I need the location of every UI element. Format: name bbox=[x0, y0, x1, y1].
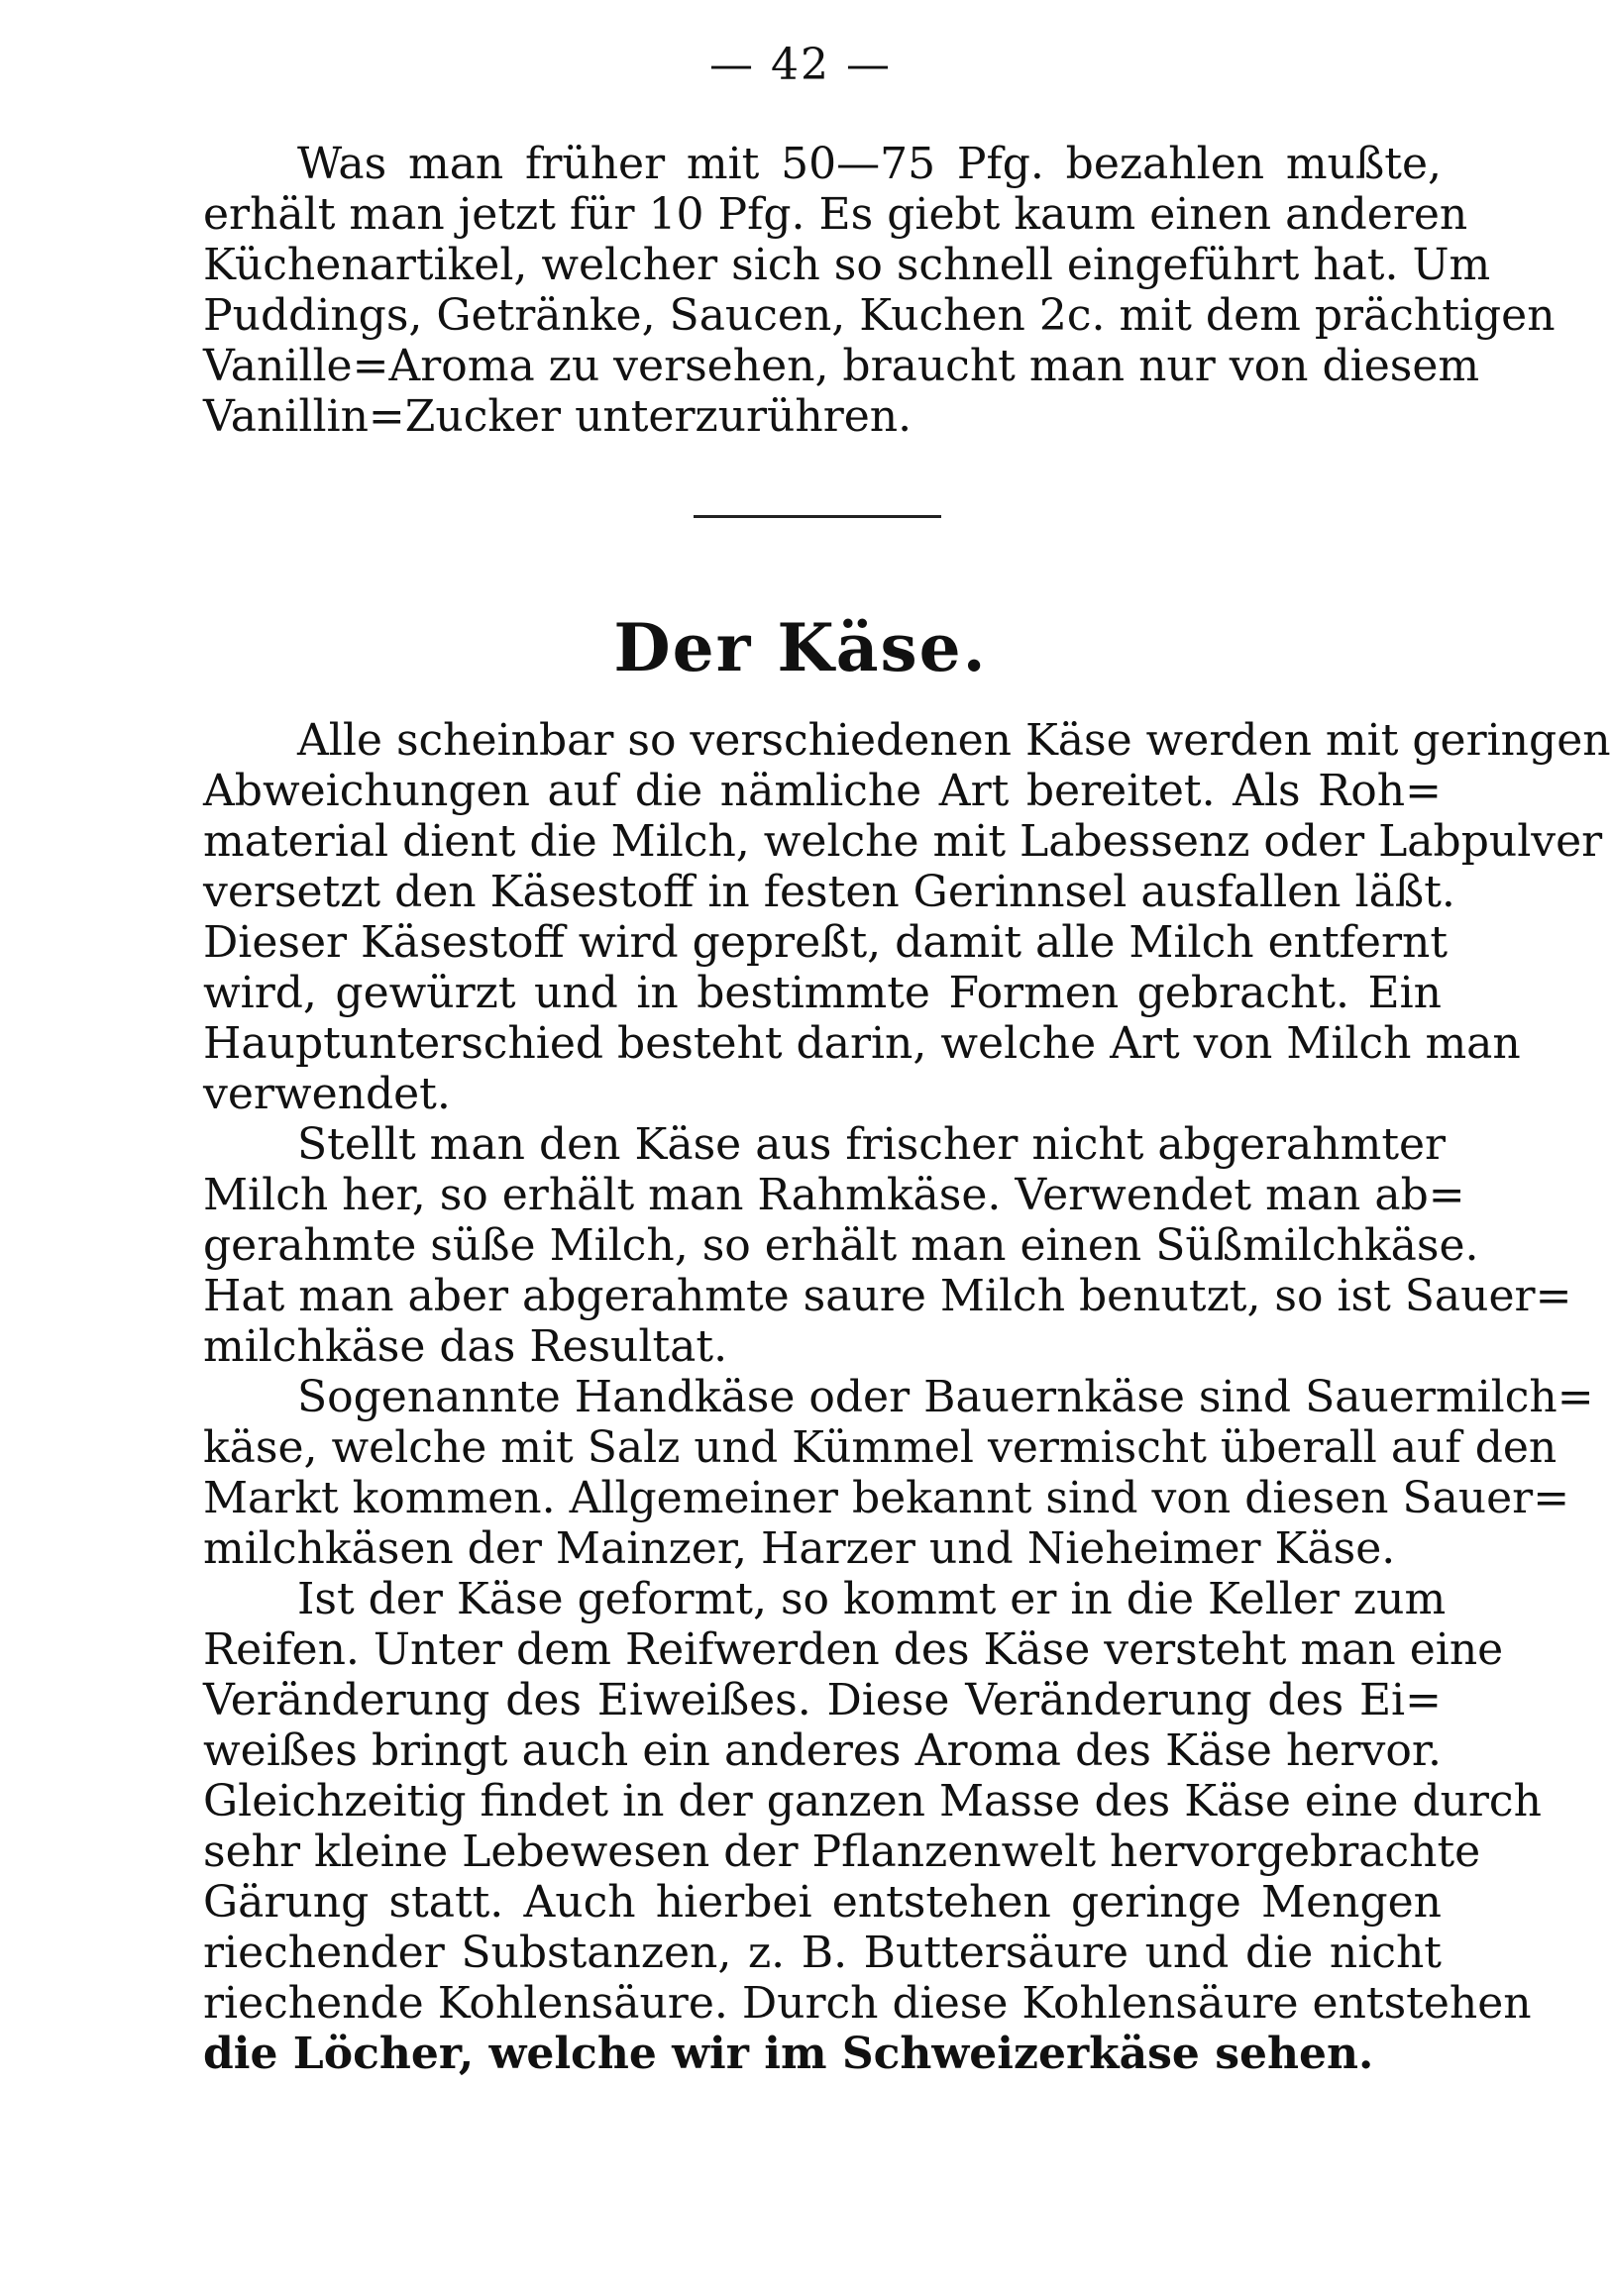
text-line: Was man früher mit 50—75 Pfg. bezahlen mußte, bbox=[297, 139, 1442, 189]
text-line: verwendet. bbox=[203, 1069, 451, 1119]
text-line: Sogenannte Handkäse oder Bauernkäse sind Sauermilch= bbox=[297, 1372, 1594, 1422]
text-line: erhält man jetzt für 10 Pfg. Es giebt kaum einen anderen bbox=[203, 189, 1468, 240]
text-line: milchkäse das Resultat. bbox=[203, 1321, 728, 1372]
section-divider bbox=[694, 515, 941, 518]
text-line: Abweichungen auf die nämliche Art bereitet. Als Roh= bbox=[203, 766, 1442, 816]
page-number: — 42 — bbox=[709, 40, 892, 90]
text-line: Vanillin=Zucker unterzurühren. bbox=[203, 391, 913, 442]
text-line: wird, gewürzt und in bestimmte Formen gebracht. Ein bbox=[203, 968, 1442, 1018]
text-line: versetzt den Käsestoff in festen Gerinnsel ausfallen läßt. bbox=[203, 867, 1455, 917]
text-line: Küchenartikel, welcher sich so schnell eingeführt hat. Um bbox=[203, 240, 1491, 290]
text-line: Dieser Käsestoff wird gepreßt, damit alle Milch entfernt bbox=[203, 917, 1449, 968]
text-line: riechender Substanzen, z. B. Buttersäure und die nicht bbox=[203, 1928, 1442, 1978]
text-line: Vanille=Aroma zu versehen, braucht man nur von diesem bbox=[203, 341, 1480, 391]
text-line: Markt kommen. Allgemeiner bekannt sind von diesen Sauer= bbox=[203, 1473, 1570, 1523]
text-line: riechende Kohlensäure. Durch diese Kohlensäure entstehen bbox=[203, 1978, 1532, 2029]
text-line: Stellt man den Käse aus frischer nicht abgerahmter bbox=[297, 1119, 1447, 1170]
text-line: material dient die Milch, welche mit Labessenz oder Labpulver bbox=[203, 816, 1603, 867]
text-line: die Löcher, welche wir im Schweizerkäse sehen. bbox=[203, 2029, 1374, 2079]
text-line: Gärung statt. Auch hierbei entstehen geringe Mengen bbox=[203, 1877, 1442, 1928]
text-line: milchkäsen der Mainzer, Harzer und Nieheimer Käse. bbox=[203, 1523, 1396, 1574]
section-body bbox=[203, 715, 1611, 2079]
text-line: Hat man aber abgerahmte saure Milch benutzt, so ist Sauer= bbox=[203, 1271, 1572, 1321]
text-line: Reifen. Unter dem Reifwerden des Käse versteht man eine bbox=[203, 1624, 1504, 1675]
section-heading: Der Käse. bbox=[613, 609, 988, 686]
text-line: Ist der Käse geformt, so kommt er in die Keller zum bbox=[297, 1574, 1447, 1624]
text-line: Milch her, so erhält man Rahmkäse. Verwendet man ab= bbox=[203, 1170, 1465, 1220]
text-line: Puddings, Getränke, Saucen, Kuchen 2c. mit dem prächtigen bbox=[203, 290, 1556, 341]
intro-paragraph bbox=[203, 139, 1556, 442]
text-line: käse, welche mit Salz und Kümmel vermischt überall auf den bbox=[203, 1422, 1557, 1473]
text-line: Gleichzeitig findet in der ganzen Masse des Käse eine durch bbox=[203, 1776, 1542, 1826]
text-line: Veränderung des Eiweißes. Diese Veränderung des Ei= bbox=[203, 1675, 1442, 1725]
text-line: weißes bringt auch ein anderes Aroma des Käse hervor. bbox=[203, 1725, 1442, 1776]
text-line: sehr kleine Lebewesen der Pflanzenwelt hervorgebrachte bbox=[203, 1826, 1481, 1877]
text-line: Hauptunterschied besteht darin, welche Art von Milch man bbox=[203, 1018, 1521, 1069]
text-line: gerahmte süße Milch, so erhält man einen Süßmilchkäse. bbox=[203, 1220, 1479, 1271]
text-line: Alle scheinbar so verschiedenen Käse werden mit geringen bbox=[297, 715, 1611, 766]
